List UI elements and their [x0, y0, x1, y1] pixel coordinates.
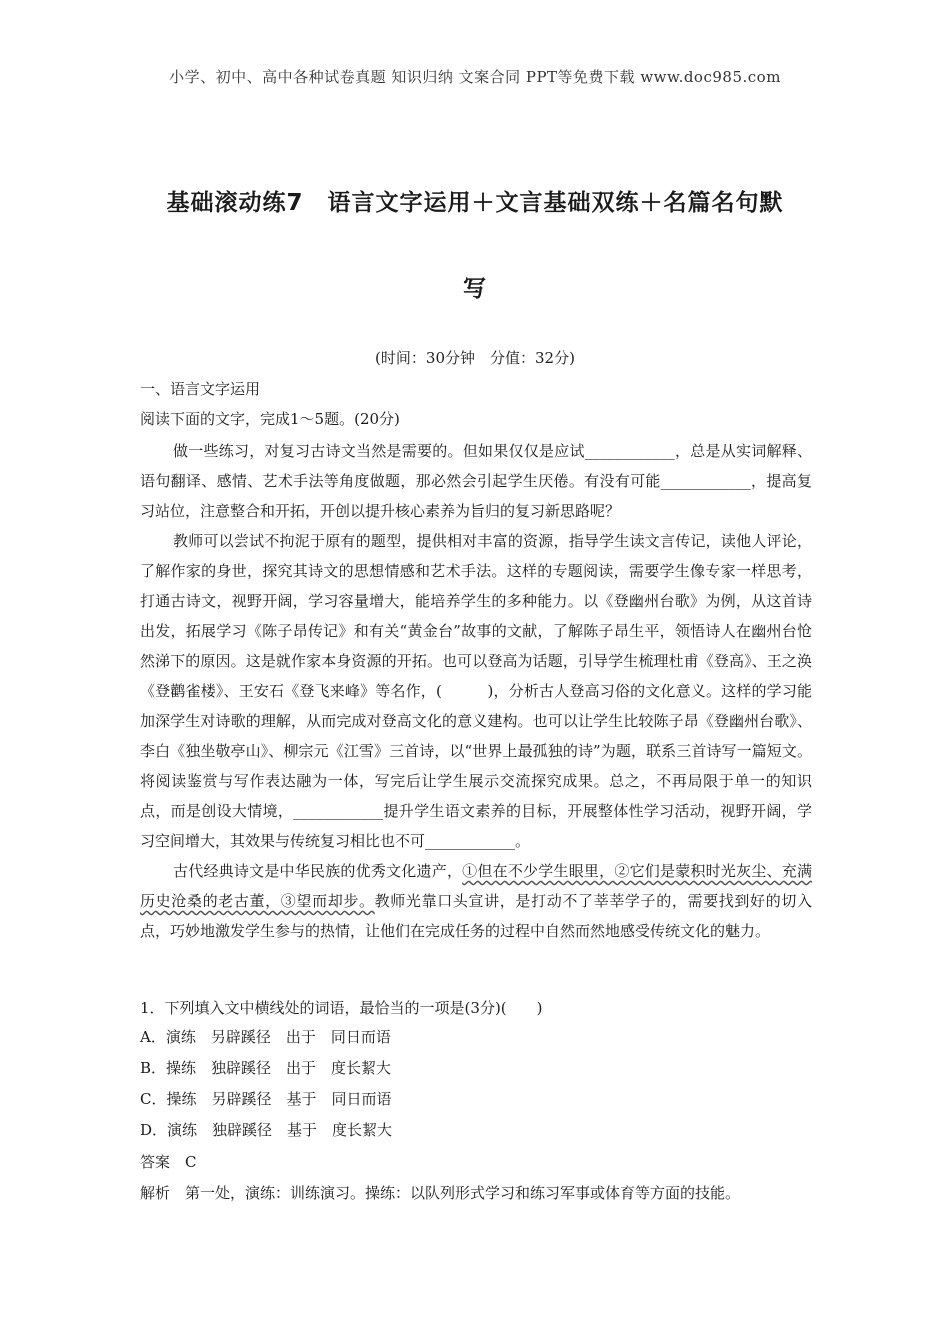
answer-line: 答案 C	[140, 1153, 197, 1171]
passage-paragraph-2: 教师可以尝试不拘泥于原有的题型，提供相对丰富的资源，指导学生读文言传记，读他人评论，了解作家的身世，探究其诗文的思想情感和艺术手法。这样的专题阅读，需要学生像专家一样思考，打通古诗文，视野开阔，学习容量增大，能培养学生的多种能力。以《登幽州台歌》为例，从这首诗出发，拓展学习《陈子昂传记》和有关“黄金台”故事的文献，了解陈子昂生平，领悟诗人在幽州台怆然涕下的原因。这是就作家本身资源的开拓。也可以登高为话题，引导学生梳理杜甫《登高》、王之涣《登鹳雀楼》、王安石《登飞来峰》等名作，( )，分析古人登高习俗的文化意义。这样的学习能加深学生对诗歌的理解，从而完成对登高文化的意义建构。也可以让学生比较陈子昂《登幽州台歌》、李白《独坐敬亭山》、柳宗元《江雪》三首诗，以“世界上最孤独的诗”为题，联系三首诗写一篇短文。将阅读鉴赏与写作表达融为一体，写完后让学生展示交流探究成果。总之，不再局限于单一的知识点，而是创设大情境，____________提升学生语文素养的目标，开展整体性学习活动，视野开阔，学习空间增大，其效果与传统复习相比也不可____________。	[140, 532, 812, 850]
document-title: 基础滚动练7 语言文字运用＋文言基础双练＋名篇名句默	[166, 190, 784, 216]
explanation-line: 解析 第一处，演练：训练演习。操练：以队列形式学习和练习军事或体育等方面的技能。	[140, 1184, 741, 1202]
option-b: B．操练 独辟蹊径 出于 度长絜大	[140, 1059, 392, 1077]
question-1-options	[140, 1022, 392, 1146]
page-header: 小学、初中、高中各种试卷真题 知识归纳 文案合同 PPT等免费下载 www.doc985.com	[169, 68, 781, 86]
option-d: D．演练 独辟蹊径 基于 度长絜大	[140, 1121, 393, 1139]
section-instruction: 阅读下面的文字，完成1～5题。(20分)	[140, 410, 400, 428]
passage-p3-start: 古代经典诗文是中华民族的优秀文化遗产，	[173, 862, 463, 880]
document-title-continued: 写	[463, 276, 487, 302]
passage-paragraph-3	[140, 856, 812, 946]
question-1-stem: 1．下列填入文中横线处的词语，最恰当的一项是(3分)( )	[140, 999, 543, 1017]
wavy-underlined-sentence: ①但在不少学生眼里，②它们是蒙积时光灰尘、充满历史沧桑的老古董，③望而却步。	[140, 862, 812, 910]
option-c: C．操练 另辟蹊径 基于 同日而语	[140, 1090, 392, 1108]
option-a: A．演练 另辟蹊径 出于 同日而语	[140, 1028, 391, 1046]
section-heading: 一、语言文字运用	[140, 380, 261, 398]
time-score-info: (时间：30分钟 分值：32分)	[375, 349, 575, 367]
reading-passage	[140, 436, 812, 946]
passage-p3-end: 教师光靠口头宣讲，是打动不了莘莘学子的，需要找到好的切入点，巧妙地激发学生参与的热情，让他们在完成任务的过程中自然而然地感受传统文化的魅力。	[140, 892, 812, 940]
passage-paragraph-1: 做一些练习，对复习古诗文当然是需要的。但如果仅仅是应试____________，总是从实词解释、语句翻译、感情、艺术手法等角度做题，那必然会引起学生厌倦。有没有可能____________，提高复习站位，注意整合和开拓，开创以提升核心素养为旨归的复习新思路呢？	[140, 442, 812, 520]
